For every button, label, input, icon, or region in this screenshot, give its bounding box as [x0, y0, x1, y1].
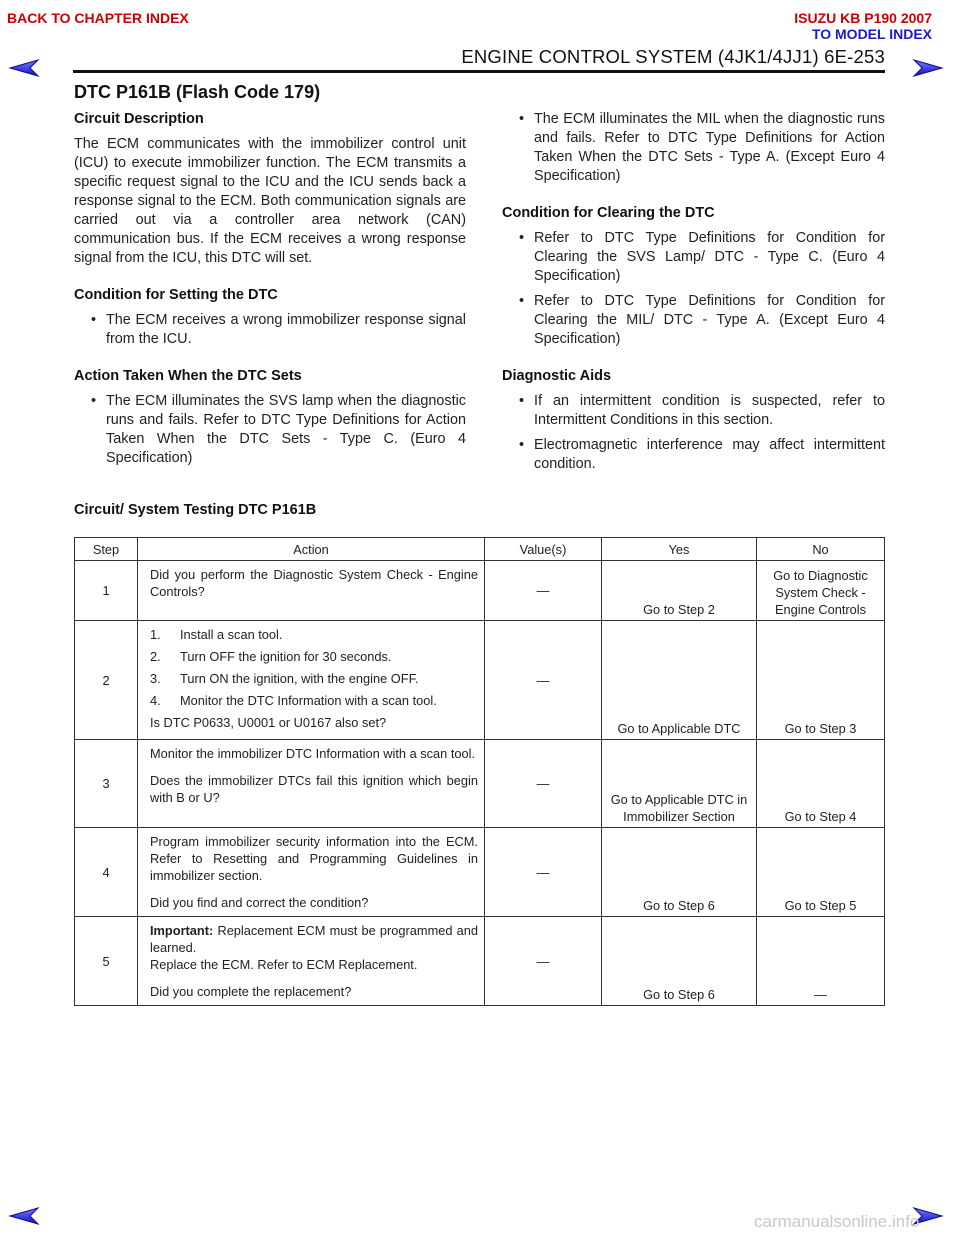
step-question: Is DTC P0633, U0001 or U0167 also set?	[150, 715, 387, 730]
bullet-icon: •	[91, 312, 97, 328]
step-number: 2	[75, 621, 138, 740]
action-list-continued	[502, 110, 885, 186]
step-yes: Go to Step 6	[602, 828, 757, 917]
circuit-description-text: The ECM communicates with the immobilizer control unit (ICU) to execute immobilizer function. The ECM transmits a specific request signal to the ICU and the ICU sends back a response signal to the ECM. Both communication signals are carried out via a controller area network (CAN) communication bus. If the ECM receives a wrong response signal from the ICU, this DTC will set.	[74, 136, 466, 266]
step-no: Go to Step 3	[757, 621, 885, 740]
step-action: Monitor the immobilizer DTC Information with a scan tool. Does the immobilizer DTCs fail this ignition which begin with B or U?	[138, 740, 485, 828]
step-action: Important: Replacement ECM must be programmed and learned. Replace the ECM. Refer to ECM Replacement. Did you complete the replacement?	[138, 917, 485, 1006]
bullet-icon: •	[519, 230, 525, 246]
previous-page-arrow-icon[interactable]	[8, 58, 42, 78]
step-number: 4	[75, 828, 138, 917]
list-item: • Refer to DTC Type Definitions for Condition for Clearing the SVS Lamp/ DTC - Type C. (Euro 4 Specification)	[519, 230, 885, 284]
list-item: 1. Install a scan tool.	[150, 627, 283, 642]
clearing-list	[502, 229, 885, 349]
step-question: Did you complete the replacement?	[150, 984, 352, 999]
step-question: Did you find and correct the condition?	[150, 895, 369, 910]
step-values: —	[485, 621, 602, 740]
list-item: • Refer to DTC Type Definitions for Condition for Clearing the MIL/ DTC - Type A. (Except Euro 4 Specification)	[519, 293, 885, 347]
table-header-row	[75, 538, 885, 561]
step-action: Did you perform the Diagnostic System Check - Engine Controls?	[138, 561, 485, 621]
col-header-yes: Yes	[602, 538, 757, 561]
step-number: 5	[75, 917, 138, 1006]
action-heading: Action Taken When the DTC Sets	[74, 368, 302, 384]
step-values: —	[485, 917, 602, 1006]
model-nav	[672, 10, 932, 43]
list-item: • Electromagnetic interference may affect intermittent condition.	[519, 437, 885, 472]
step-list	[150, 626, 478, 709]
col-header-no: No	[757, 538, 885, 561]
action-list	[74, 392, 466, 468]
step-yes: Go to Step 6	[602, 917, 757, 1006]
step-no: —	[757, 917, 885, 1006]
to-model-index-link[interactable]: TO MODEL INDEX	[811, 26, 932, 42]
list-item: 4. Monitor the DTC Information with a scan tool.	[150, 693, 437, 708]
col-header-values: Value(s)	[485, 538, 602, 561]
testing-heading: Circuit/ System Testing DTC P161B	[74, 502, 317, 518]
list-item: • The ECM illuminates the SVS lamp when the diagnostic runs and fails. Refer to DTC Type Definitions for Action Taken When the DTC Sets - Type C. (Euro 4 Specification)	[91, 393, 466, 466]
right-column	[502, 110, 885, 474]
step-values: —	[485, 561, 602, 621]
previous-page-arrow-bottom-icon[interactable]	[8, 1206, 42, 1226]
step-no: Go to Step 5	[757, 828, 885, 917]
col-header-action: Action	[138, 538, 485, 561]
step-yes: Go to Step 2	[602, 561, 757, 621]
list-item: 3. Turn ON the ignition, with the engine OFF.	[150, 671, 419, 686]
table-row	[75, 740, 885, 828]
setting-heading: Condition for Setting the DTC	[74, 287, 278, 303]
step-no: Go to Diagnostic System Check - Engine Controls	[757, 561, 885, 621]
step-yes: Go to Applicable DTC	[602, 621, 757, 740]
back-to-chapter-index-link[interactable]: BACK TO CHAPTER INDEX	[7, 10, 189, 26]
bullet-icon: •	[91, 393, 97, 409]
watermark-text: carmanualsonline.info	[754, 1212, 920, 1231]
table-row	[75, 621, 885, 740]
list-item: • The ECM illuminates the MIL when the diagnostic runs and fails. Refer to DTC Type Definitions for Action Taken When the DTC Sets - Type A. (Except Euro 4 Specification)	[519, 111, 885, 184]
list-item: • If an intermittent condition is suspected, refer to Intermittent Conditions in this section.	[519, 393, 885, 428]
step-number: 3	[75, 740, 138, 828]
bullet-icon: •	[519, 437, 525, 453]
step-no: Go to Step 4	[757, 740, 885, 828]
bullet-icon: •	[519, 293, 525, 309]
step-question: Does the immobilizer DTCs fail this ignition which begin with B or U?	[150, 773, 478, 805]
page-header-title: ENGINE CONTROL SYSTEM (4JK1/4JJ1) 6E-253	[461, 46, 885, 67]
dtc-title: DTC P161B (Flash Code 179)	[74, 82, 321, 102]
next-page-arrow-icon[interactable]	[910, 58, 944, 78]
model-name: ISUZU KB P190 2007	[794, 10, 932, 26]
list-item: 2. Turn OFF the ignition for 30 seconds.	[150, 649, 392, 664]
bullet-icon: •	[519, 111, 525, 127]
diagnostic-aids-heading: Diagnostic Aids	[502, 368, 612, 384]
step-action	[138, 621, 485, 740]
diagnostic-steps-table	[74, 537, 885, 1006]
step-values: —	[485, 828, 602, 917]
setting-list	[74, 311, 466, 349]
step-yes: Go to Applicable DTC in Immobilizer Section	[602, 740, 757, 828]
left-column	[74, 110, 466, 468]
important-text: Replacement ECM must be programmed and learned.	[150, 923, 478, 955]
clearing-heading: Condition for Clearing the DTC	[502, 205, 715, 221]
step-number: 1	[75, 561, 138, 621]
important-label: Important:	[150, 923, 214, 938]
header-rule	[73, 70, 885, 73]
aids-list	[502, 392, 885, 474]
circuit-description-heading: Circuit Description	[74, 111, 204, 127]
table-row	[75, 917, 885, 1006]
list-item: • The ECM receives a wrong immobilizer response signal from the ICU.	[91, 312, 466, 347]
table-row	[75, 828, 885, 917]
col-header-step: Step	[75, 538, 138, 561]
table-row	[75, 561, 885, 621]
bullet-icon: •	[519, 393, 525, 409]
step-values: —	[485, 740, 602, 828]
step-action: Program immobilizer security information into the ECM. Refer to Resetting and Programming Guidelines in immobilizer section. Did you find and correct the condition?	[138, 828, 485, 917]
